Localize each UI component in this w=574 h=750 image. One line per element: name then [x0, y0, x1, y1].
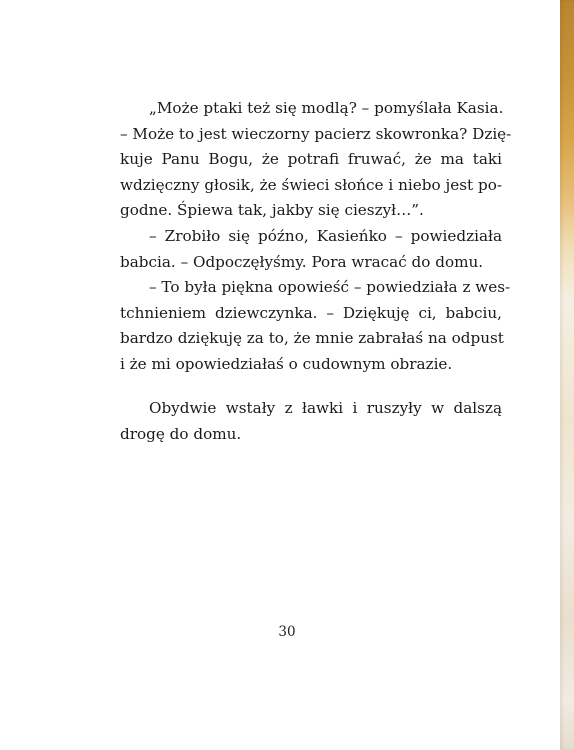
- text-line: kuje Panu Bogu, że potrafi fruwać, że ma taki: [120, 150, 502, 169]
- text-line: bardzo dziękuję za to, że mnie zabrałaś na odpust: [120, 329, 504, 348]
- text-line: – To była piękna opowieść – powiedziała z wes-: [149, 278, 511, 297]
- text-line: drogę do domu.: [120, 424, 242, 443]
- text-line: – Może to jest wieczorny pacierz skowronka? Dzię-: [120, 124, 512, 143]
- text-line: godne. Śpiewa tak, jakby się cieszył…”.: [120, 201, 424, 220]
- text-line: babcia. – Odpoczęłyśmy. Pora wracać do domu.: [120, 252, 484, 271]
- adjacent-page-edge: [560, 0, 574, 750]
- text-line: Obydwie wstały z ławki i ruszyły w dalszą: [149, 399, 502, 417]
- closing-paragraph: [120, 396, 502, 447]
- text-line: i że mi opowiedziałaś o cudownym obrazie.: [120, 354, 453, 373]
- dialogue-paragraphs: [120, 96, 512, 378]
- text-line: wdzięczny głosik, że świeci słońce i niebo jest po-: [120, 175, 502, 194]
- text-line: „Może ptaki też się modlą? – pomyślała Kasia.: [149, 99, 504, 117]
- page-number: 30: [278, 624, 296, 640]
- text-line: tchnieniem dziewczynka. – Dziękuję ci, babciu,: [120, 303, 502, 322]
- text-line: – Zrobiło się późno, Kasieńko – powiedziała: [149, 226, 502, 245]
